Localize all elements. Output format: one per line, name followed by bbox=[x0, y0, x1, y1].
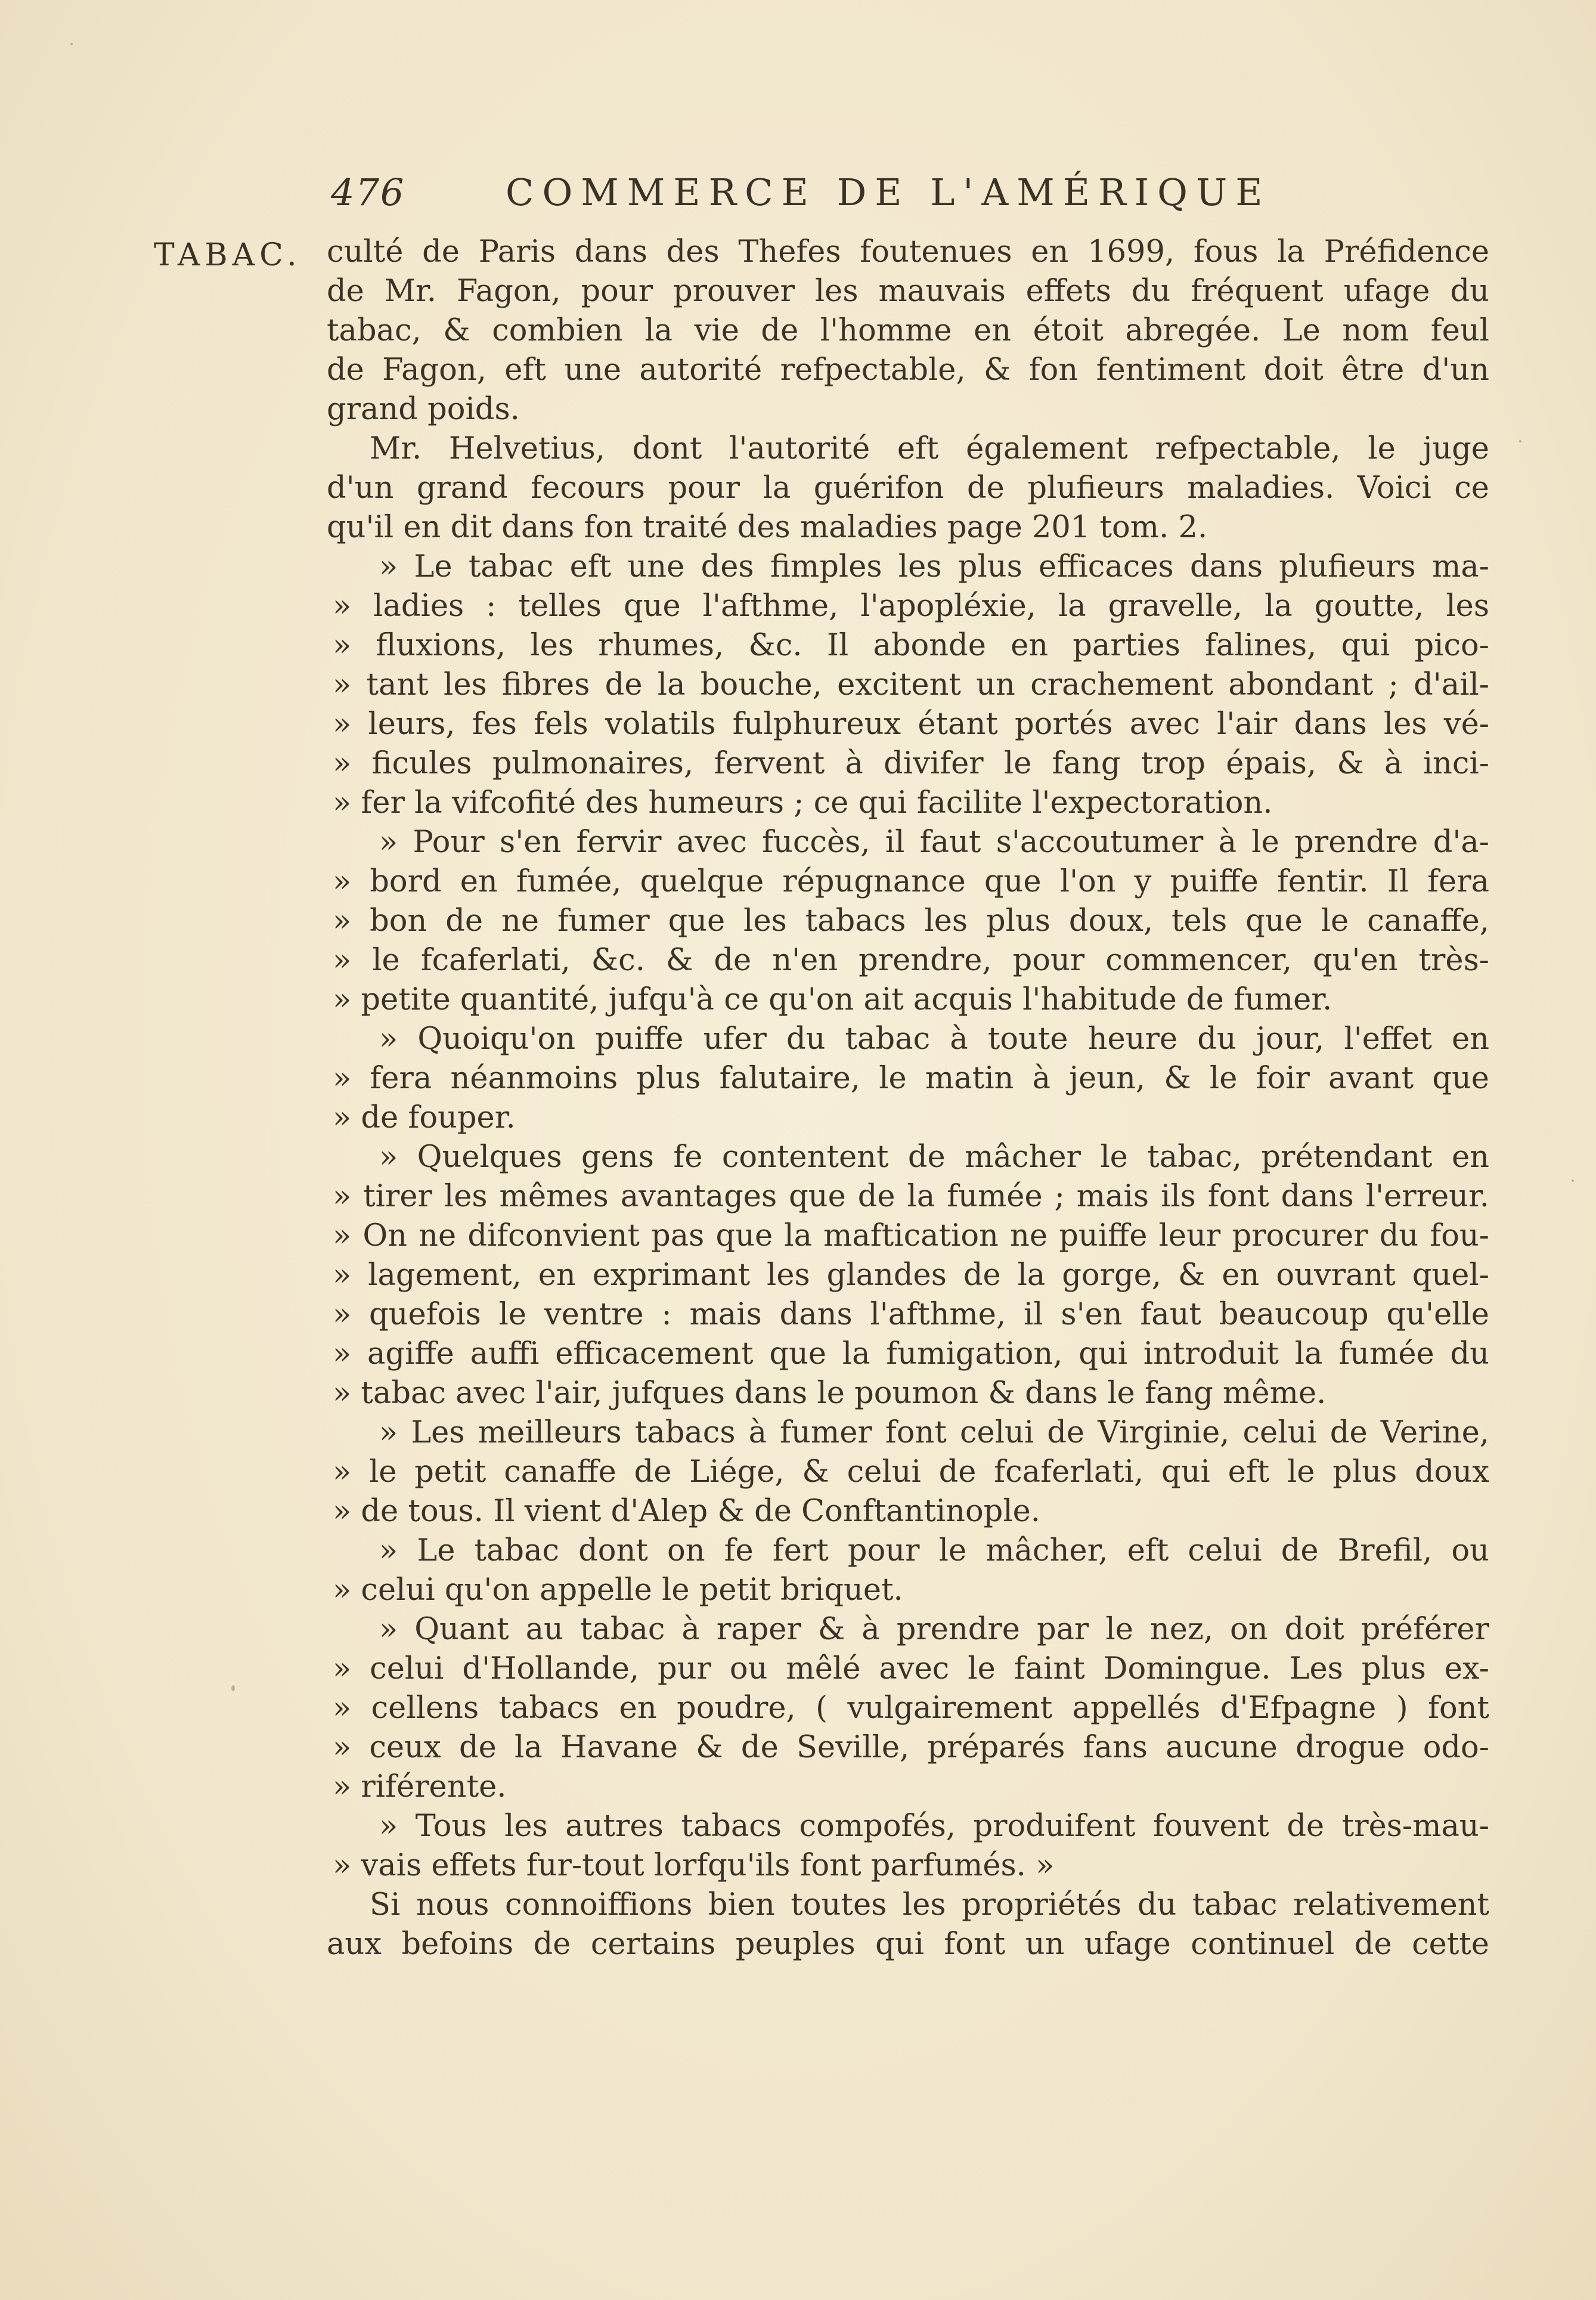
text-line: » bord en fumée, quelque répugnance que l'on y puiffe fentir. Il fera bbox=[333, 864, 1489, 899]
paper-speck bbox=[70, 43, 73, 45]
text-line: Si nous connoiffions bien toutes les propriétés du tabac relativement bbox=[370, 1887, 1489, 1923]
text-line: d'un grand fecours pour la guérifon de plufieurs maladies. Voici ce bbox=[327, 470, 1489, 506]
text-line: » Quoiqu'on puiffe ufer du tabac à toute heure du jour, l'effet en bbox=[379, 1021, 1489, 1057]
text-line: Mr. Helvetius, dont l'autorité eft également refpectable, le juge bbox=[370, 431, 1489, 466]
text-line: » Pour s'en fervir avec fuccès, il faut s'accoutumer à le prendre d'a- bbox=[379, 825, 1489, 860]
text-line: » leurs, fes fels volatils fulphureux étant portés avec l'air dans les vé- bbox=[333, 707, 1489, 742]
text-line: » bon de ne fumer que les tabacs les plus doux, tels que le canaffe, bbox=[333, 903, 1489, 939]
text-line: de Fagon, eft une autorité refpectable, & fon fentiment doit être d'un bbox=[327, 352, 1489, 388]
text-line: » Tous les autres tabacs compofés, produifent fouvent de très-mau- bbox=[379, 1809, 1489, 1844]
text-line: culté de Paris dans des Thefes foutenues en 1699, fous la Préfidence bbox=[327, 234, 1489, 270]
text-line: » Le tabac dont on fe fert pour le mâcher, eft celui de Brefil, ou bbox=[379, 1533, 1489, 1568]
text-line: » tabac avec l'air, jufques dans le poumon & dans le fang même. bbox=[333, 1376, 1327, 1411]
text-line: » tant les fibres de la bouche, excitent un crachement abondant ; d'ail- bbox=[333, 667, 1489, 702]
text-line: » fluxions, les rhumes, &c. Il abonde en parties falines, qui pico- bbox=[333, 628, 1489, 663]
text-line: » Quelques gens fe contentent de mâcher le tabac, prétendant en bbox=[379, 1140, 1489, 1175]
text-line: » ficules pulmonaires, fervent à divifer le fang trop épais, & à inci- bbox=[333, 746, 1489, 781]
page-title: COMMERCE DE L'AMÉRIQUE bbox=[506, 171, 1271, 214]
text-line: » tirer les mêmes avantages que de la fumée ; mais ils font dans l'erreur. bbox=[333, 1179, 1489, 1214]
text-line: » de fouper. bbox=[333, 1100, 516, 1135]
text-line: » lagement, en exprimant les glandes de la gorge, & en ouvrant quel- bbox=[333, 1258, 1489, 1293]
margin-note: TABAC. bbox=[154, 237, 302, 273]
text-line: tabac, & combien la vie de l'homme en étoit abregée. Le nom feul bbox=[327, 313, 1489, 348]
text-line: » de tous. Il vient d'Alep & de Conftantinople. bbox=[333, 1494, 1041, 1529]
text-line: » riférente. bbox=[333, 1769, 507, 1804]
text-line: » quefois le ventre : mais dans l'afthme, il s'en faut beaucoup qu'elle bbox=[333, 1297, 1489, 1332]
text-line: grand poids. bbox=[327, 392, 520, 427]
paper-speck bbox=[1519, 440, 1521, 442]
text-line: » fera néanmoins plus falutaire, le matin à jeun, & le foir avant que bbox=[333, 1061, 1489, 1096]
text-line: » le fcaferlati, &c. & de n'en prendre, pour commencer, qu'en très- bbox=[333, 943, 1489, 978]
text-line: aux befoins de certains peuples qui font un ufage continuel de cette bbox=[327, 1927, 1489, 1962]
text-line: » celui d'Hollande, pur ou mêlé avec le faint Domingue. Les plus ex- bbox=[333, 1651, 1489, 1686]
text-line: » Le tabac eft une des fimples les plus efficaces dans plufieurs ma- bbox=[379, 549, 1489, 584]
page-number: 476 bbox=[331, 171, 405, 214]
text-line: » celui qu'on appelle le petit briquet. bbox=[333, 1572, 903, 1608]
running-header bbox=[331, 166, 1493, 219]
paper-speck bbox=[1572, 1180, 1574, 1182]
body-text bbox=[327, 233, 1489, 1964]
text-line: » ladies : telles que l'afthme, l'apopléxie, la gravelle, la goutte, les bbox=[333, 589, 1489, 624]
text-line: » Quant au tabac à raper & à prendre par le nez, on doit préférer bbox=[379, 1612, 1489, 1647]
text-line: qu'il en dit dans fon traité des maladies page 201 tom. 2. bbox=[327, 510, 1208, 545]
text-line: de Mr. Fagon, pour prouver les mauvais effets du fréquent ufage du bbox=[327, 274, 1489, 309]
text-line: » vais effets fur-tout lorfqu'ils font parfumés. » bbox=[333, 1848, 1055, 1883]
text-line: » le petit canaffe de Liége, & celui de fcaferlati, qui eft le plus doux bbox=[333, 1454, 1489, 1490]
text-line: » Les meilleurs tabacs à fumer font celui de Virginie, celui de Verine, bbox=[379, 1415, 1489, 1450]
text-line: » On ne difconvient pas que la maftication ne puiffe leur procurer du fou- bbox=[333, 1218, 1489, 1253]
text-line: » petite quantité, jufqu'à ce qu'on ait acquis l'habitude de fumer. bbox=[333, 982, 1332, 1017]
paper-speck bbox=[231, 1685, 235, 1691]
text-line: » fer la vifcofité des humeurs ; ce qui facilite l'expectoration. bbox=[333, 785, 1273, 821]
text-line: » cellens tabacs en poudre, ( vulgairement appellés d'Efpagne ) font bbox=[333, 1691, 1489, 1726]
text-line: » ceux de la Havane & de Seville, préparés fans aucune drogue odo- bbox=[333, 1730, 1489, 1765]
text-line: » agiffe auffi efficacement que la fumigation, qui introduit la fumée du bbox=[333, 1336, 1489, 1372]
